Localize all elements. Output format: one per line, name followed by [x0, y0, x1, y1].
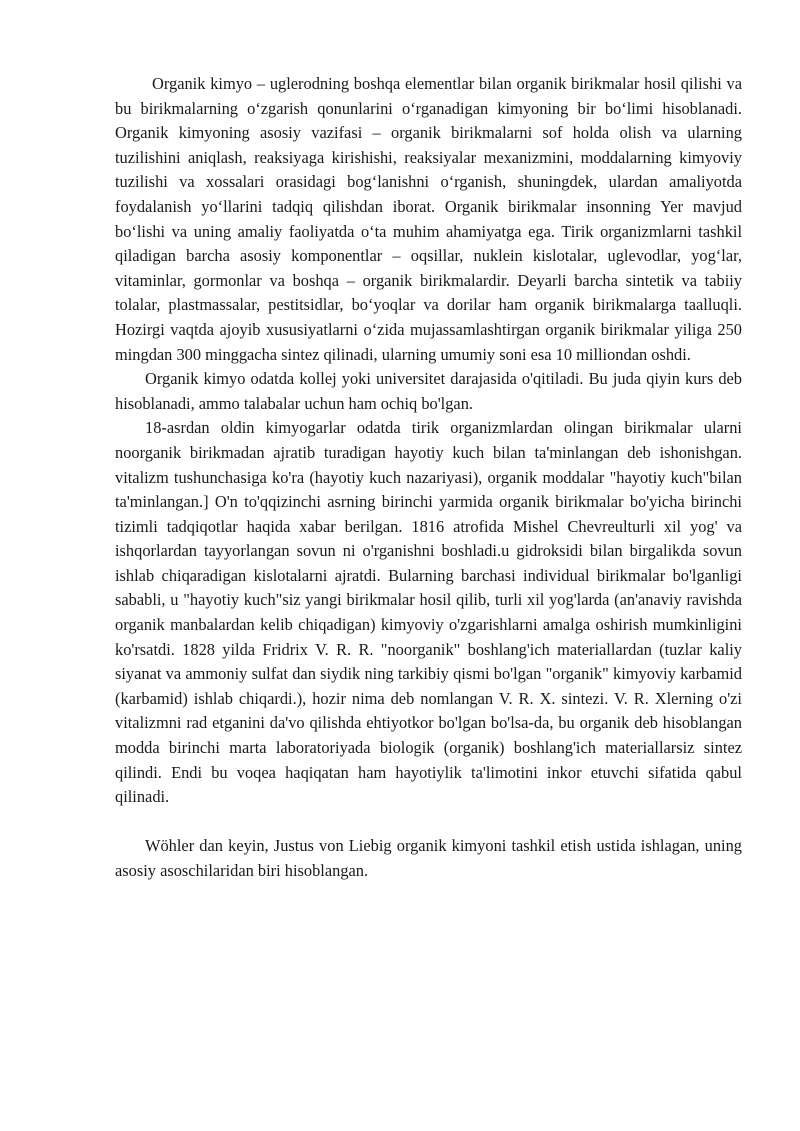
paragraph-organic-chemistry-course: Organik kimyo odatda kollej yoki universitet darajasida o'qitiladi. Bu juda qiyin kurs deb hisoblanadi, ammo talabalar uchun ham ochiq bo'lgan.	[115, 369, 742, 413]
paragraph-vitalism-history: 18-asrdan oldin kimyogarlar odatda tirik organizmlardan olingan birikmalar ularni noorganik birikmadan ajratib turadigan hayotiy kuch bilan ta'minlangan deb ishonishgan. vitalizm tushunchasiga ko'ra (hayotiy kuch nazariyasi), organik moddalar "hayotiy kuch"bilan ta'minlangan.] O'n to'qqizinchi asrning birinchi yarmida organik birikmalar bo'yicha birinchi tizimli tadqiqotlar haqida xabar berilgan. 1816 atrofida Mishel Chevreulturli xil yog' va ishqorlardan tayyorlangan sovun ni o'rganishni boshladi.u gidroksidi bilan birgalikda sovun ishlab chiqaradigan kislotalarni ajratdi. Bularning barchasi individual birikmalar bo'lganligi sababli, u "hayotiy kuch"siz yangi birikmalar hosil qilib, turli xil yog'larda (an'anaviy ravishda organik manbalardan kelib chiqadigan) kimyoviy o'zgarishlarni amalga oshirish mumkinligini ko'rsatdi. 1828 yilda Fridrix V. R. R. "noorganik" boshlang'ich materiallardan (tuzlar kaliy siyanat va ammoniy sulfat dan siydik ning tarkibiy qismi bo'lgan "organik" kimyoviy karbamid (karbamid) ishlab chiqardi.), hozir nima deb nomlangan V. R. X. sintezi. V. R. Xlerning o'zi vitalizmni rad etganini da'vo qilishda ehtiyotkor bo'lgan bo'lsa-da, bu organik deb hisoblangan modda birinchi marta laboratoriyada biologik (organik) boshlang'ich materiallarsiz sintez qilindi. Endi bu voqea haqiqatan ham hayotiylik ta'limotini inkor etuvchi sifatida qabul qilinadi.	[115, 418, 742, 807]
paragraph-organic-chemistry-definition: Organik kimyo – uglerodning boshqa elementlar bilan organik birikmalar hosil qilishi va bu birikmalarning o‘zgarish qonunlarini o‘rganadigan kimyoning bir bo‘limi hisoblanadi. Organik kimyoning asosiy vazifasi – organik birikmalarni sof holda olish va ularning tuzilishini aniqlash, reaksiyaga kirishishi, reaksiyalar mexanizmini, moddalarning kimyoviy tuzilishi va xossalari orasidagi bog‘lanishni o‘rganish, shuningdek, ulardan amaliyotda foydalanish yo‘llarini tadqiq qilishdan iborat. Organik birikmalar insonning Yer mavjud bo‘lishi va uning amaliy faoliyatda o‘ta muhim ahamiyatga ega. Tirik organizmlarni tashkil qiladigan barcha asosiy komponentlar – oqsillar, nuklein kislotalar, uglevodlar, yog‘lar, vitaminlar, gormonlar va boshqa – organik birikmalardir. Deyarli barcha sintetik va tabiiy tolalar, plastmassalar, pestitsidlar, bo‘yoqlar va dorilar ham organik birikmalarga taalluqli. Hozirgi vaqtda ajoyib xususiyatlarni o‘zida mujassamlashtirgan organik birikmalar yiliga 250 mingdan 300 minggacha sintez qilinadi, ularning umumiy soni esa 10 milliondan oshdi.	[115, 74, 742, 364]
paragraph-liebig: Wöhler dan keyin, Justus von Liebig organik kimyoni tashkil etish ustida ishlagan, uning asosiy asoschilaridan biri hisoblangan.	[115, 836, 742, 880]
document-body	[115, 72, 742, 884]
